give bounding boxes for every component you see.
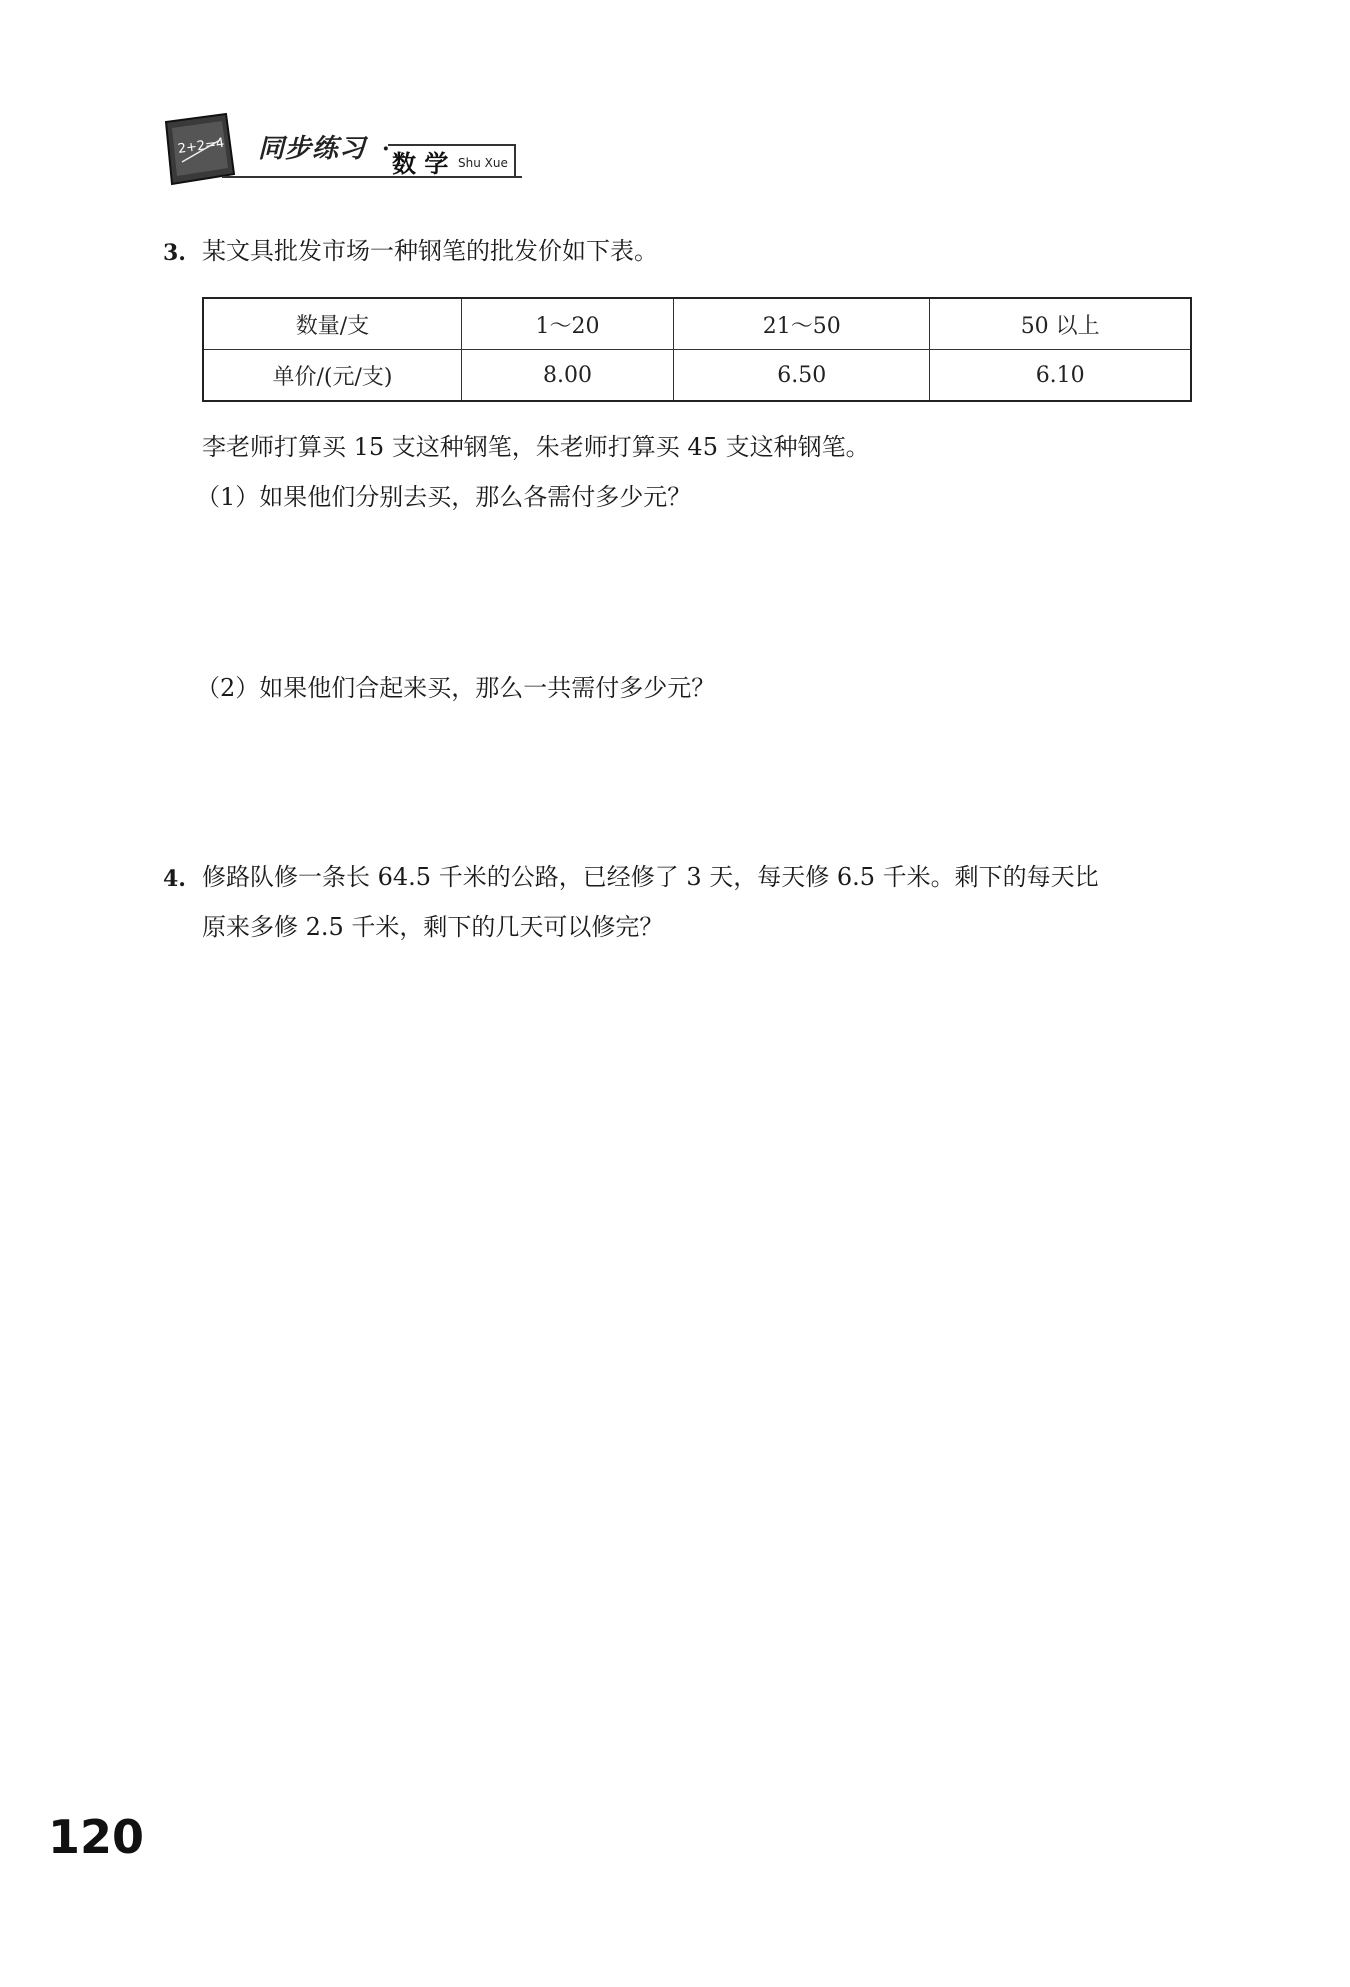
question-4-line-2: 原来多修 2.5 千米，剩下的几天可以修完？ [202,913,664,941]
table-cell: 8.00 [462,350,674,402]
subject-label: 数 学 [392,150,449,178]
subject-pinyin: Shu Xue [458,156,508,170]
table-cell: 50 以上 [930,298,1191,350]
separator-dot: · [382,136,390,162]
table-cell: 6.50 [674,350,930,402]
table-cell: 数量/支 [203,298,462,350]
table-cell: 1～20 [462,298,674,350]
question-3-part-1: （1）如果他们分别去买，那么各需付多少元？ [196,483,692,511]
question-3-number: 3. [163,240,186,266]
brand-title: 同步练习 [258,134,367,164]
blackboard-logo-icon [160,112,240,192]
question-3-context: 李老师打算买 15 支这种钢笔，朱老师打算买 45 支这种钢笔。 [202,433,870,461]
table-row [203,350,1191,402]
table-row [203,298,1191,350]
page-number: 120 [48,1810,145,1864]
question-4-number: 4. [163,866,186,892]
table-cell: 21～50 [674,298,930,350]
book-header [160,100,520,195]
board-text: 2+2=4 [176,135,226,158]
price-table [202,297,1192,402]
question-3-stem: 某文具批发市场一种钢笔的批发价如下表。 [202,237,658,265]
table-cell: 6.10 [930,350,1191,402]
table-cell: 单价/(元/支) [203,350,462,402]
question-4-line-1: 修路队修一条长 64.5 千米的公路，已经修了 3 天，每天修 6.5 千米。剩下的每天比 [202,863,1099,891]
question-3-part-2: （2）如果他们合起来买，那么一共需付多少元？ [196,674,716,702]
